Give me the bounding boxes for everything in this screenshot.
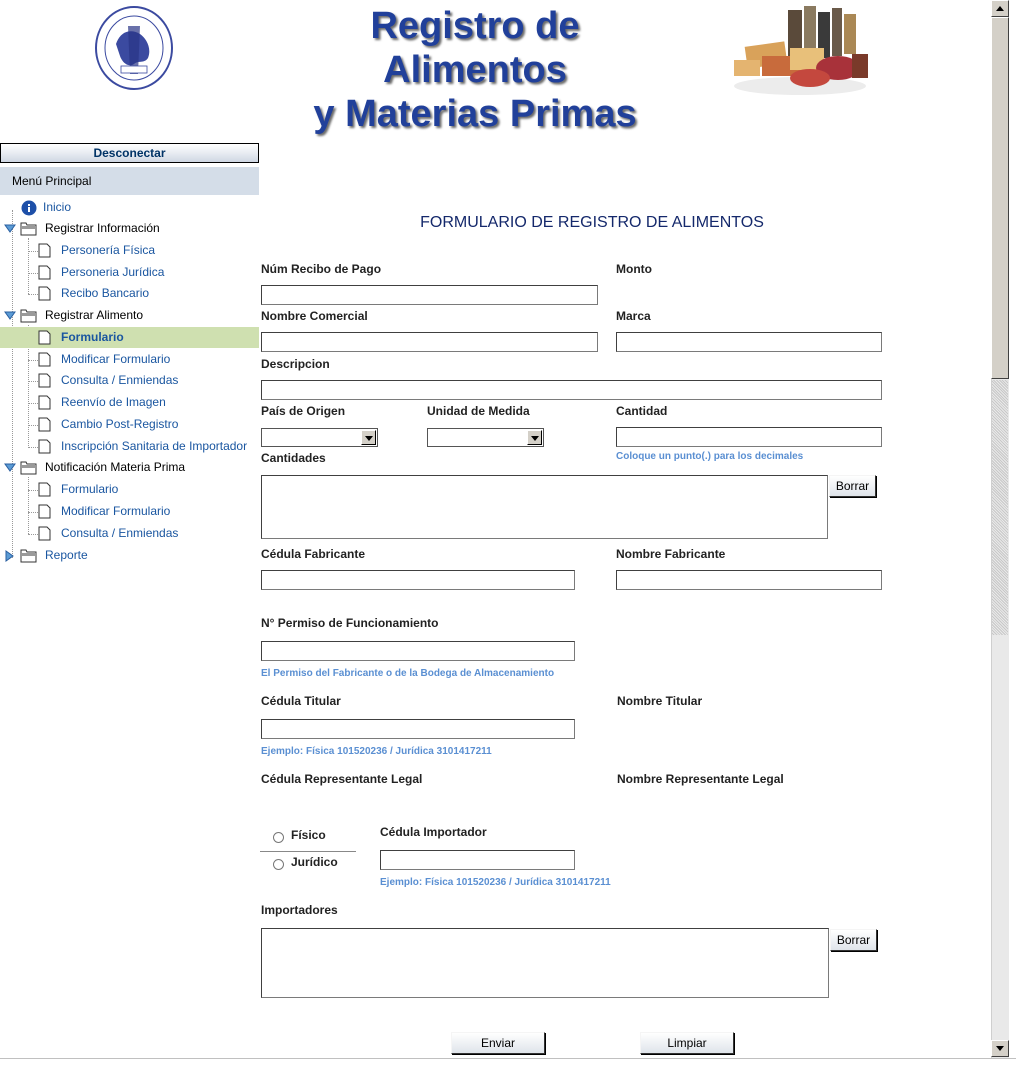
cedula-representante-label: Cédula Representante Legal <box>261 772 423 786</box>
sidebar-item-reenvio-imagen[interactable] <box>0 392 259 413</box>
sidebar-item-label: Consulta / Enmiendas <box>61 526 179 540</box>
scrollbar-thumb[interactable] <box>991 17 1009 379</box>
sidebar-item-label: Inicio <box>43 200 72 214</box>
ministry-seal-icon <box>94 4 174 92</box>
unidad-medida-select[interactable] <box>427 428 544 447</box>
cantidades-textarea[interactable] <box>261 475 828 539</box>
sidebar-item-registrar-informacion[interactable] <box>0 218 259 239</box>
sidebar-item-reporte[interactable] <box>0 545 259 566</box>
scroll-up-button[interactable] <box>991 0 1009 17</box>
title-line-1: Registro de Alimentos <box>370 5 580 91</box>
juridico-radio[interactable] <box>273 859 284 870</box>
sidebar-item-label: Modificar Formulario <box>61 504 171 518</box>
num-recibo-input[interactable] <box>261 285 598 305</box>
sidebar-item-label: Registrar Alimento <box>45 308 144 322</box>
page-icon <box>38 504 51 519</box>
nombre-comercial-label: Nombre Comercial <box>261 309 368 323</box>
page-icon <box>38 395 51 410</box>
expand-arrow-icon[interactable] <box>4 224 16 234</box>
page-icon <box>38 373 51 388</box>
main-menu-title: Menú Principal <box>0 167 259 195</box>
cedula-importador-hint: Ejemplo: Física 101520236 / Jurídica 3101417211 <box>380 877 611 888</box>
cedula-fabricante-input[interactable] <box>261 570 575 590</box>
sidebar-item-label: Reporte <box>45 548 88 562</box>
sidebar-item-mp-modificar-formulario[interactable] <box>0 501 259 522</box>
sidebar-item-label: Cambio Post-Registro <box>61 417 179 431</box>
importadores-textarea[interactable] <box>261 928 829 998</box>
folder-icon <box>20 221 37 236</box>
borrar-importadores-button[interactable]: Borrar <box>830 929 877 951</box>
scrollbar-track[interactable] <box>992 380 1008 635</box>
folder-icon <box>20 548 37 563</box>
cantidad-input[interactable] <box>616 427 882 447</box>
arrow-up-icon <box>992 1 1008 16</box>
pais-origen-label: País de Origen <box>261 404 346 418</box>
cantidad-hint: Coloque un punto(.) para los decimales <box>616 451 804 462</box>
descripcion-input[interactable] <box>261 380 882 400</box>
nombre-representante-label: Nombre Representante Legal <box>617 772 784 786</box>
cantidades-label: Cantidades <box>261 451 326 465</box>
sidebar-item-label: Formulario <box>61 330 124 344</box>
permiso-funcionamiento-input[interactable] <box>261 641 575 661</box>
cantidad-label: Cantidad <box>616 404 668 418</box>
sidebar-item-label: Recibo Bancario <box>61 286 150 300</box>
sidebar-item-label: Reenvío de Imagen <box>61 395 166 409</box>
unidad-medida-label: Unidad de Medida <box>427 404 530 418</box>
permiso-funcionamiento-label: N° Permiso de Funcionamiento <box>261 616 439 630</box>
nombre-comercial-input[interactable] <box>261 332 598 352</box>
cedula-titular-input[interactable] <box>261 719 575 739</box>
radio-separator <box>260 851 356 852</box>
sidebar-item-label: Modificar Formulario <box>61 352 171 366</box>
arrow-down-icon <box>992 1041 1008 1056</box>
num-recibo-label: Núm Recibo de Pago <box>261 262 382 276</box>
page-icon <box>38 439 51 454</box>
borrar-cantidades-button[interactable]: Borrar <box>829 475 876 497</box>
pais-origen-select[interactable] <box>261 428 378 447</box>
sidebar-item-notificacion-materia-prima[interactable] <box>0 457 259 478</box>
page-icon <box>38 243 51 258</box>
sidebar-item-label: Inscripción Sanitaria de Importador <box>61 439 248 453</box>
fisico-radio-label: Físico <box>291 828 326 842</box>
sidebar-item-modificar-formulario[interactable] <box>0 349 259 370</box>
sidebar-item-personeria-fisica[interactable] <box>0 240 259 261</box>
sidebar-item-inicio[interactable] <box>0 197 259 218</box>
sidebar-item-label: Personería Física <box>61 243 156 257</box>
cedula-titular-label: Cédula Titular <box>261 694 341 708</box>
importadores-label: Importadores <box>261 903 338 917</box>
cedula-importador-input[interactable] <box>380 850 575 870</box>
window-bottom-edge <box>0 1058 1016 1071</box>
chevron-down-icon[interactable] <box>527 430 542 445</box>
nombre-titular-label: Nombre Titular <box>617 694 703 708</box>
folder-icon <box>20 308 37 323</box>
page-icon <box>38 526 51 541</box>
sidebar-item-label: Personeria Jurídica <box>61 265 165 279</box>
fisico-radio[interactable] <box>273 832 284 843</box>
chevron-down-icon[interactable] <box>361 430 376 445</box>
marca-label: Marca <box>616 309 651 323</box>
scroll-down-button[interactable] <box>991 1040 1009 1057</box>
sidebar-item-recibo-bancario[interactable] <box>0 283 259 304</box>
page-icon <box>38 352 51 367</box>
nombre-fabricante-input[interactable] <box>616 570 882 590</box>
sidebar-item-label: Notificación Materia Prima <box>45 460 186 474</box>
food-products-image <box>726 4 874 98</box>
info-icon <box>21 200 37 216</box>
sidebar-item-personeria-juridica[interactable] <box>0 262 259 283</box>
cedula-titular-hint: Ejemplo: Física 101520236 / Jurídica 3101417211 <box>261 746 492 757</box>
permiso-hint: El Permiso del Fabricante o de la Bodega de Almacenamiento <box>261 668 555 679</box>
sidebar-item-cambio-post-registro[interactable] <box>0 414 259 435</box>
title-line-2: y Materias Primas <box>313 93 637 135</box>
sidebar-item-label: Registrar Información <box>45 221 160 235</box>
page-icon <box>38 286 51 301</box>
expand-arrow-icon[interactable] <box>4 463 16 473</box>
descripcion-label: Descripcion <box>261 357 330 371</box>
collapse-arrow-icon[interactable] <box>5 550 15 562</box>
juridico-radio-label: Jurídico <box>291 855 338 869</box>
marca-input[interactable] <box>616 332 882 352</box>
enviar-button[interactable]: Enviar <box>451 1032 545 1054</box>
page-title <box>280 4 670 136</box>
cedula-importador-label: Cédula Importador <box>380 825 487 839</box>
form-title: FORMULARIO DE REGISTRO DE ALIMENTOS <box>420 214 764 231</box>
sidebar-item-label: Consulta / Enmiendas <box>61 373 179 387</box>
sidebar-item-mp-formulario[interactable] <box>0 479 259 500</box>
sidebar-item-formulario[interactable] <box>0 327 259 348</box>
page-icon <box>38 417 51 432</box>
sidebar-item-consulta-enmiendas[interactable] <box>0 370 259 391</box>
sidebar-item-label: Formulario <box>61 482 119 496</box>
disconnect-button[interactable]: Desconectar <box>0 143 259 163</box>
page-icon <box>38 265 51 280</box>
limpiar-button[interactable]: Limpiar <box>640 1032 734 1054</box>
monto-label: Monto <box>616 262 652 276</box>
folder-icon <box>20 460 37 475</box>
sidebar-item-registrar-alimento[interactable] <box>0 305 259 326</box>
page-icon <box>38 482 51 497</box>
sidebar-item-mp-consulta-enmiendas[interactable] <box>0 523 259 544</box>
cedula-fabricante-label: Cédula Fabricante <box>261 547 366 561</box>
sidebar-item-inscripcion-importador[interactable] <box>0 436 259 457</box>
nombre-fabricante-label: Nombre Fabricante <box>616 547 726 561</box>
expand-arrow-icon[interactable] <box>4 311 16 321</box>
page-icon <box>38 330 51 345</box>
